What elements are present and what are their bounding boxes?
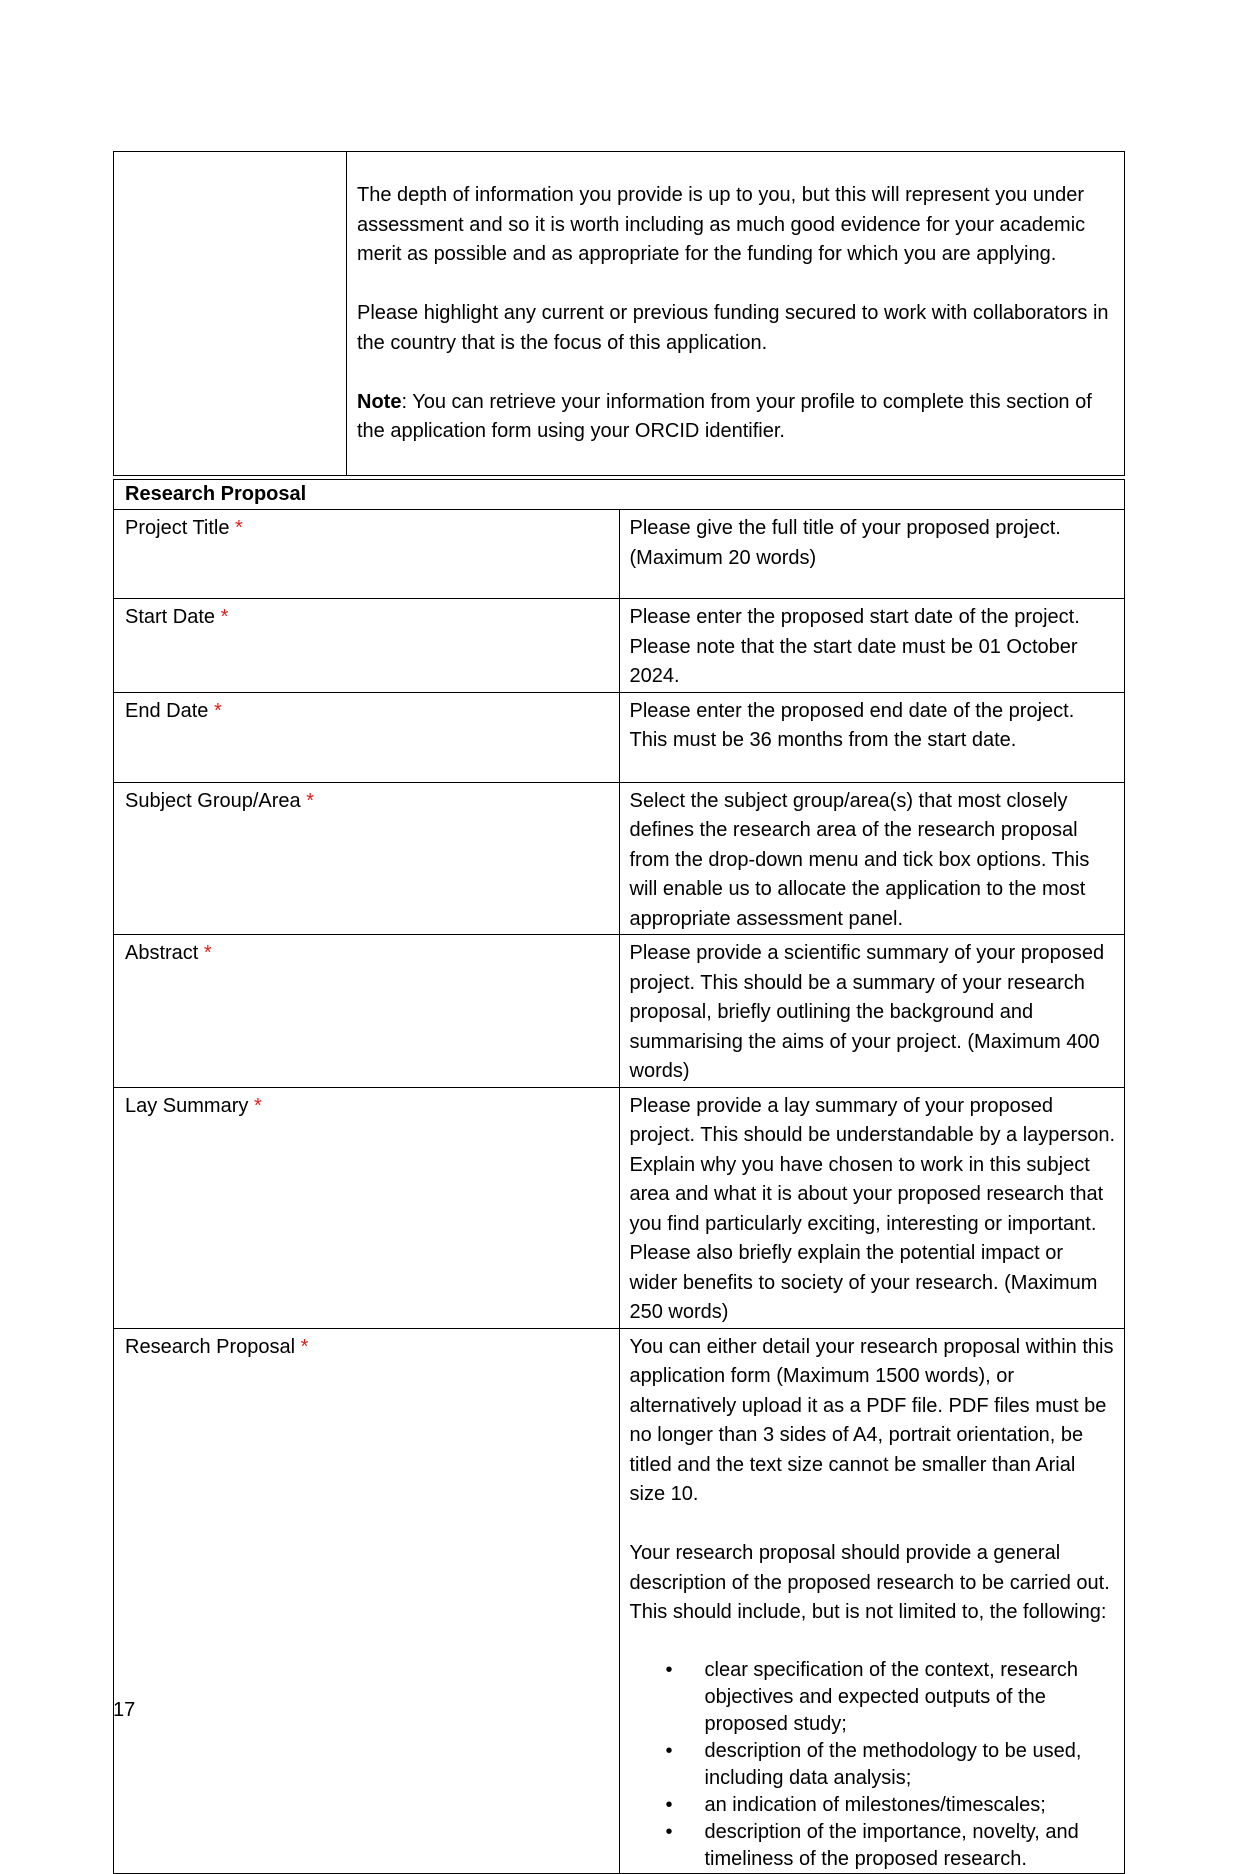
row-label: Abstract * [114,935,620,1088]
table-row [114,1087,1125,1328]
bullet-icon: • [665,1740,673,1762]
row-description: Please provide a scientific summary of your proposed project. This should be a summary of your research proposal, briefly outlining the background and summarising the aims of your project. (Maximum 400 words) [619,935,1125,1088]
research-proposal-table [113,479,1125,1874]
note-label: Note [357,390,402,413]
table-row [114,599,1125,693]
table-row [114,935,1125,1088]
requirements-list [630,1657,1117,1873]
row-label: Lay Summary * [114,1087,620,1328]
note-text: : You can retrieve your information from your profile to complete this section of the application form using your ORCID identifier. [357,390,1092,442]
note-paragraph [357,388,1116,447]
paragraph: The depth of information you provide is up to you, but this will represent you under assessment and so it is worth including as much good evidence for your academic merit as possible and as appropriate for the funding for which you are applying. [357,184,1086,265]
row-description: Select the subject group/area(s) that most closely defines the research area of the research proposal from the drop-down menu and tick box options. This will enable us to allocate the application to the most appropriate assessment panel. [619,782,1125,935]
row-description: Please provide a lay summary of your proposed project. This should be understandable by a layperson. Explain why you have chosen to work in this subject area and what it is about your proposed research that you find particularly exciting, interesting or important. Please also briefly explain the potential impact or wider benefits to society of your research. (Maximum 250 words) [619,1087,1125,1328]
continuation-description-cell [347,152,1125,476]
required-marker: * [220,606,229,628]
bullet-icon: • [665,1794,673,1816]
required-marker: * [306,789,315,812]
required-marker: * [300,1335,309,1358]
paragraph: Please highlight any current or previous funding secured to work with collaborators in the country that is the focus of this application. [357,302,1109,354]
proposal-description [619,1328,1125,1874]
list-item: • an indication of milestones/timescales; [630,1792,1117,1819]
table-row [114,510,1125,599]
paragraph: Your research proposal should provide a general description of the proposed research to be carried out. This should include, but is not limited to, the following: [629,1542,1110,1623]
required-marker: * [213,699,222,722]
paragraph: You can either detail your research proposal within this application form (Maximum 1500 words), or alternatively upload it as a PDF file. PDF files must be no longer than 3 sides of A4, portrait orientation, be titled and the text size cannot be smaller than Arial size 10. [629,1335,1114,1505]
list-item: • description of the methodology to be used, including data analysis; [665,1740,1082,1789]
required-marker: * [203,942,212,964]
row-label: End Date * [114,692,620,782]
row-description: Please enter the proposed start date of the project. Please note that the start date must be 01 October 2024. [619,599,1125,693]
section-heading: Research Proposal [114,480,1125,510]
table-row [114,782,1125,935]
required-marker: * [235,517,243,539]
row-description: Please give the full title of your proposed project. (Maximum 20 words) [619,510,1125,599]
table-row [114,692,1125,782]
bullet-icon: • [665,1821,673,1843]
empty-label-cell [114,152,347,476]
list-item: • description of the importance, novelty, and timeliness of the proposed research. [665,1821,1079,1870]
list-item: • clear specification of the context, research objectives and expected outputs of the proposed study; [665,1659,1079,1735]
row-label: Project Title * [114,510,620,599]
eligibility-continuation-table [113,151,1125,476]
table-row [114,1328,1125,1874]
required-marker: * [253,1094,262,1117]
row-description: Please enter the proposed end date of the project. This must be 36 months from the start date. [619,692,1125,782]
bullet-icon: • [665,1659,673,1681]
row-label: Subject Group/Area * [114,782,620,935]
page-number: 17 [113,1699,136,1721]
row-label: Start Date * [114,599,620,693]
row-label: Research Proposal * [114,1328,620,1874]
